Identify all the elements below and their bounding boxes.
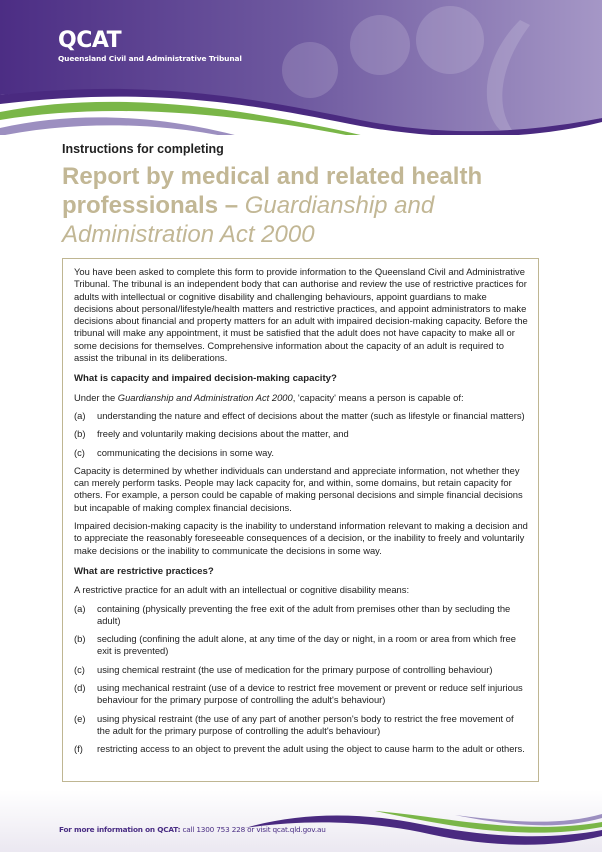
item-label: (f) (74, 743, 83, 755)
item-label: (a) (74, 409, 86, 421)
item-text: freely and voluntarily making decisions about the matter, and (97, 428, 349, 440)
capacity-heading: What is capacity and impaired decision-making capacity? (74, 373, 337, 385)
item-text: using chemical restraint (the use of medication for the primary purpose of controlling behaviour) (97, 663, 493, 675)
item-text: secluding (confining the adult alone, at any time of the day or night, in a room or area from which free exit is prevented) (97, 633, 516, 657)
list-item (74, 447, 528, 459)
item-label: (c) (74, 446, 85, 458)
act-name: Guardianship and Administration Act 2000 (117, 391, 293, 403)
intro-paragraph: You have been asked to complete this form to provide information to the Queensland Civil and Administrative Tribunal. The tribunal is an independent body that can authorise and review the use of restrictive practices for adults with intellectual or cognitive disability and challenging behaviours, appoint guardians to make decisions about personal/lifestyle/health matters and restrictive practices, and appoint administrators to make decisions about financial and property matters for an adult with impaired decision-making capacity. Before the tribunal will make any appointment, it must be satisfied that the adult does not have capacity to make all or some decisions for themselves. Comprehensive information about the capacity of an adult is required to assist the tribunal in its deliberations. (74, 266, 528, 364)
header-banner (0, 0, 602, 135)
list-item (74, 664, 528, 676)
item-label: (d) (74, 682, 86, 694)
banner-graphic (0, 0, 602, 135)
footer-contact: call 1300 753 228 or visit qcat.qld.gov.au (180, 825, 326, 834)
item-text: using mechanical restraint (use of a device to restrict free movement or prevent or reduce self injurious behaviour for the primary purpose of controlling the adult's behaviour) (97, 682, 523, 706)
item-label: (b) (74, 633, 86, 645)
capacity-lead (74, 392, 528, 404)
list-item (74, 682, 528, 707)
list-item (74, 743, 528, 755)
footer-lead: For more information on QCAT: (59, 825, 181, 834)
list-item (74, 713, 528, 738)
restrictive-practices-heading: What are restrictive practices? (74, 565, 214, 577)
item-label: (c) (74, 663, 85, 675)
title-main: Report by medical and related health professionals (62, 163, 483, 219)
item-text: using physical restraint (the use of any part of another person's body to restrict the free movement of the adult for the primary purpose of controlling the adult's behaviour) (97, 712, 514, 736)
item-text: containing (physically preventing the free exit of the adult from premises other than by secluding the adult) (97, 602, 511, 626)
title-dash: – (218, 192, 245, 219)
item-text: restricting access to an object to prevent the adult using the object to cause harm to the adult or others. (97, 743, 525, 755)
title-act-name: Guardianship and Administration Act 2000 (62, 192, 435, 248)
restrictive-practices-lead: A restrictive practice for an adult with an intellectual or cognitive disability means: (74, 584, 410, 596)
footer (0, 790, 602, 852)
item-label: (a) (74, 602, 86, 614)
logo-org-name: Queensland Civil and Administrative Tribunal (58, 54, 242, 63)
info-box (62, 258, 539, 782)
list-item (74, 410, 528, 422)
capacity-paragraph: Capacity is determined by whether individuals can understand and appreciate information, not whether they can merely perform tasks. People may lack capacity for, and within, some domains, but retain capacity for others. For example, a person could be capable of making personal decisions and simple financial decisions but incapable of making complex financial decisions. (74, 464, 523, 513)
footer-contact-info (59, 825, 326, 834)
qcat-logo (58, 30, 242, 63)
list-item (74, 603, 528, 628)
item-label: (e) (74, 712, 86, 724)
document-title (62, 162, 532, 249)
logo-wordmark: QCAT (58, 28, 122, 53)
item-text: understanding the nature and effect of decisions about the matter (such as lifestyle or financial matters) (97, 409, 525, 421)
lead-text: Under the (74, 391, 118, 403)
list-item (74, 633, 528, 658)
document-kicker: Instructions for completing (62, 142, 224, 156)
item-text: communicating the decisions in some way. (97, 446, 274, 458)
item-label: (b) (74, 428, 86, 440)
impaired-capacity-paragraph: Impaired decision-making capacity is the inability to understand information relevant to making a decision and to appreciate the reasonably foreseeable consequences of a decision, or the inability to freely and voluntarily make decisions or the inability to communicate the decisions in some way. (74, 520, 528, 556)
lead-text: , 'capacity' means a person is capable of: (292, 391, 464, 403)
footer-swoosh-graphic (0, 790, 602, 852)
list-item (74, 428, 528, 440)
